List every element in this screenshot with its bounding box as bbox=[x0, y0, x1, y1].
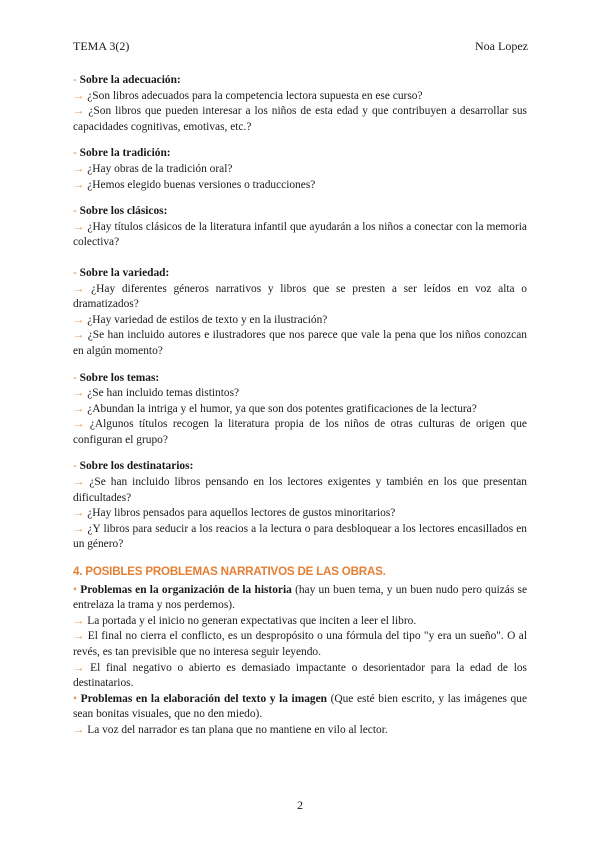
page-content bbox=[73, 73, 527, 739]
item-text: ¿Se han incluido temas distintos? bbox=[87, 387, 240, 400]
bullet-icon: • bbox=[73, 692, 77, 705]
list-item bbox=[73, 178, 527, 194]
problem-group-heading bbox=[73, 583, 527, 614]
list-item bbox=[73, 104, 527, 135]
arrow-icon: → bbox=[73, 476, 85, 489]
item-text: ¿Y libros para seducir a los reacios a la lectura o para desbloquear a los lectores encasillados en un género? bbox=[73, 522, 527, 551]
arrow-icon: → bbox=[73, 313, 85, 326]
list-item bbox=[73, 162, 527, 178]
list-item bbox=[73, 386, 527, 402]
section-heading bbox=[73, 459, 527, 475]
item-text: ¿Abundan la intriga y el humor, ya que son dos potentes gratificaciones de la lectura? bbox=[87, 402, 477, 415]
section-tradicion bbox=[73, 146, 527, 193]
list-item bbox=[73, 475, 527, 506]
item-text: La voz del narrador es tan plana que no mantiene en vilo al lector. bbox=[87, 723, 388, 736]
list-item bbox=[73, 220, 527, 251]
problem-note: (Que esté bien escrito, y las imágenes que sean bonitas visuales, que no den miedo). bbox=[73, 692, 527, 721]
list-item bbox=[73, 89, 527, 105]
arrow-icon: → bbox=[73, 105, 85, 118]
arrow-icon: → bbox=[73, 178, 85, 191]
list-item bbox=[73, 522, 527, 553]
arrow-icon: → bbox=[73, 661, 85, 674]
list-item bbox=[73, 614, 527, 630]
item-text: ¿Hay variedad de estilos de texto y en la ilustración? bbox=[87, 313, 328, 326]
arrow-icon: → bbox=[73, 162, 85, 175]
item-text: ¿Hay libros pensados para aquellos lectores de gustos minoritarios? bbox=[87, 507, 396, 520]
item-text: El final no cierra el conflicto, es un despropósito o una fórmula del tipo "y era un sueño". O al revés, es tan previsible que no interesa seguir leyendo. bbox=[73, 630, 527, 658]
arrow-icon: → bbox=[73, 89, 85, 102]
dash-marker: - bbox=[73, 266, 77, 279]
list-item bbox=[73, 313, 527, 329]
section-title: Sobre la variedad: bbox=[79, 266, 170, 279]
item-text: La portada y el inicio no generan expectativas que inciten a leer el libro. bbox=[87, 614, 417, 627]
section-variedad bbox=[73, 266, 527, 360]
arrow-icon: → bbox=[73, 402, 85, 415]
section-title: Sobre los destinatarios: bbox=[79, 460, 194, 473]
section-title: Sobre los temas: bbox=[79, 371, 160, 384]
arrow-icon: → bbox=[73, 630, 85, 643]
section-4-heading: 4. POSIBLES PROBLEMAS NARRATIVOS DE LAS OBRAS. bbox=[73, 565, 386, 579]
item-text: ¿Hay obras de la tradición oral? bbox=[87, 162, 233, 175]
arrow-icon: → bbox=[73, 282, 85, 295]
section-title: Sobre los clásicos: bbox=[79, 205, 168, 218]
item-text: ¿Hay diferentes géneros narrativos y libros que se presten a ser leídos en voz alta o dramatizados? bbox=[73, 282, 527, 311]
list-item bbox=[73, 282, 527, 313]
arrow-icon: → bbox=[73, 507, 85, 520]
section-heading bbox=[73, 204, 527, 220]
dash-marker: - bbox=[73, 147, 77, 160]
header-topic: TEMA 3(2) bbox=[73, 39, 130, 53]
item-text: ¿Se han incluido libros pensando en los lectores exigentes y también en los que presentan dificultades? bbox=[73, 476, 527, 504]
problem-group-heading bbox=[73, 692, 527, 723]
section-clasicos bbox=[73, 204, 527, 251]
list-item bbox=[73, 629, 527, 660]
page-number: 2 bbox=[297, 798, 303, 812]
list-item bbox=[73, 506, 527, 522]
problem-title: Problemas en la organización de la historia bbox=[80, 583, 292, 596]
arrow-icon: → bbox=[73, 723, 85, 736]
problem-title: Problemas en la elaboración del texto y la imagen bbox=[80, 692, 327, 705]
list-item bbox=[73, 402, 527, 418]
list-item bbox=[73, 661, 527, 692]
arrow-icon: → bbox=[73, 614, 85, 627]
item-text: ¿Algunos títulos recogen la literatura propia de los niños de otras culturas de origen que configuran el grupo? bbox=[73, 418, 527, 446]
list-item bbox=[73, 417, 527, 448]
arrow-icon: → bbox=[73, 387, 85, 400]
arrow-icon: → bbox=[73, 522, 85, 535]
dash-marker: - bbox=[73, 460, 77, 473]
item-text: ¿Hay títulos clásicos de la literatura infantil que ayudarán a los niños a conectar con la memoria colectiva? bbox=[73, 220, 527, 249]
header-author: Noa Lopez bbox=[475, 39, 528, 53]
section-adecuacion bbox=[73, 73, 527, 135]
item-text: ¿Son libros adecuados para la competencia lectora supuesta en ese curso? bbox=[87, 89, 423, 102]
list-item bbox=[73, 723, 527, 739]
list-item bbox=[73, 328, 527, 359]
bullet-icon: • bbox=[73, 583, 77, 596]
section-heading bbox=[73, 371, 527, 387]
arrow-icon: → bbox=[73, 329, 85, 342]
dash-marker: - bbox=[73, 205, 77, 218]
section-heading bbox=[73, 146, 527, 162]
item-text: El final negativo o abierto es demasiado impactante o desorientador para la edad de los destinatarios. bbox=[73, 661, 527, 690]
section-title: Sobre la tradición: bbox=[79, 147, 171, 160]
arrow-icon: → bbox=[73, 220, 85, 233]
item-text: ¿Son libros que pueden interesar a los niños de esta edad y que contribuyen a desarrollar sus capacidades cognitivas, emotivas, etc.? bbox=[73, 105, 527, 133]
section-destinatarios bbox=[73, 459, 527, 553]
section-title: Sobre la adecuación: bbox=[79, 74, 181, 86]
arrow-icon: → bbox=[73, 418, 85, 431]
dash-marker: - bbox=[73, 74, 77, 86]
problem-note: (hay un buen tema, y un buen nudo pero quizás se entrelaza la trama y nos perdemos). bbox=[73, 583, 528, 612]
section-heading bbox=[73, 266, 527, 282]
item-text: ¿Se han incluido autores e ilustradores que nos parece que vale la pena que los niños conozcan en algún momento? bbox=[73, 329, 527, 357]
dash-marker: - bbox=[73, 371, 77, 384]
section-heading bbox=[73, 73, 527, 89]
item-text: ¿Hemos elegido buenas versiones o traducciones? bbox=[87, 178, 316, 191]
section-temas bbox=[73, 371, 527, 449]
